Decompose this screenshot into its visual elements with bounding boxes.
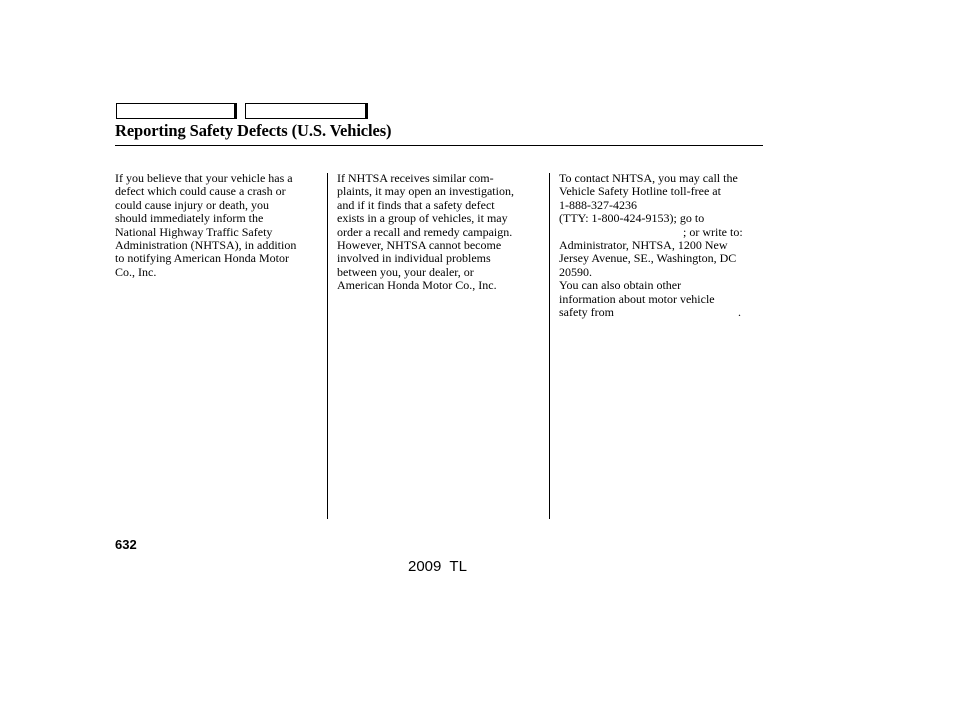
text-line (559, 306, 763, 319)
text-line: You can also obtain other (559, 278, 682, 293)
text-column-3 (559, 172, 763, 319)
mailing-address-line: Administrator, NHTSA, 1200 New (559, 238, 728, 253)
text-line: Administration (NHTSA), in addition (115, 238, 297, 253)
text-line: If NHTSA receives similar com- (337, 171, 494, 185)
mailing-address-line: Jersey Avenue, SE., Washington, DC (559, 251, 737, 266)
hotline-number: 1-888-327-4236 (559, 197, 637, 212)
text-line: However, NHTSA cannot become (337, 238, 502, 253)
text-line: exists in a group of vehicles, it may (337, 211, 508, 226)
text-column-2 (337, 172, 543, 293)
text-line: American Honda Motor Co., Inc. (337, 278, 497, 293)
text-line: to notifying American Honda Motor (115, 251, 289, 266)
safety-from-text: safety from (559, 305, 614, 320)
write-to-text: ; or write to: (683, 224, 743, 239)
page-number: 632 (115, 537, 137, 552)
text-line: between you, your dealer, or (337, 264, 474, 279)
column-divider (549, 173, 550, 519)
text-line: involved in individual problems (337, 251, 491, 266)
text-line: National Highway Traffic Safety (115, 224, 273, 239)
text-line: Co., Inc. (115, 264, 157, 279)
column-divider (327, 173, 328, 519)
text-line (559, 226, 763, 239)
nav-tab-box-2[interactable] (245, 103, 368, 119)
text-line: information about motor vehicle (559, 291, 715, 306)
text-line: To contact NHTSA, you may call the (559, 171, 738, 185)
text-line: If you believe that your vehicle has a (115, 171, 293, 185)
text-line: order a recall and remedy campaign. (337, 224, 513, 239)
text-column-1 (115, 172, 323, 279)
text-line: defect which could cause a crash or (115, 184, 286, 199)
text-line: plaints, it may open an investigation, (337, 184, 514, 199)
title-rule (115, 145, 763, 146)
text-line: could cause injury or death, you (115, 197, 269, 212)
text-line: and if it finds that a safety defect (337, 197, 495, 212)
period-text: . (737, 305, 741, 320)
nav-tab-box-1[interactable] (116, 103, 237, 119)
text-line: (TTY: 1-800-424-9153); go to (559, 211, 705, 226)
text-line: Vehicle Safety Hotline toll-free at (559, 184, 721, 199)
footer-model-label: 2009 TL (408, 558, 467, 575)
mailing-address-line: 20590. (559, 264, 592, 279)
text-line: should immediately inform the (115, 211, 264, 226)
page-title: Reporting Safety Defects (U.S. Vehicles) (115, 121, 392, 140)
